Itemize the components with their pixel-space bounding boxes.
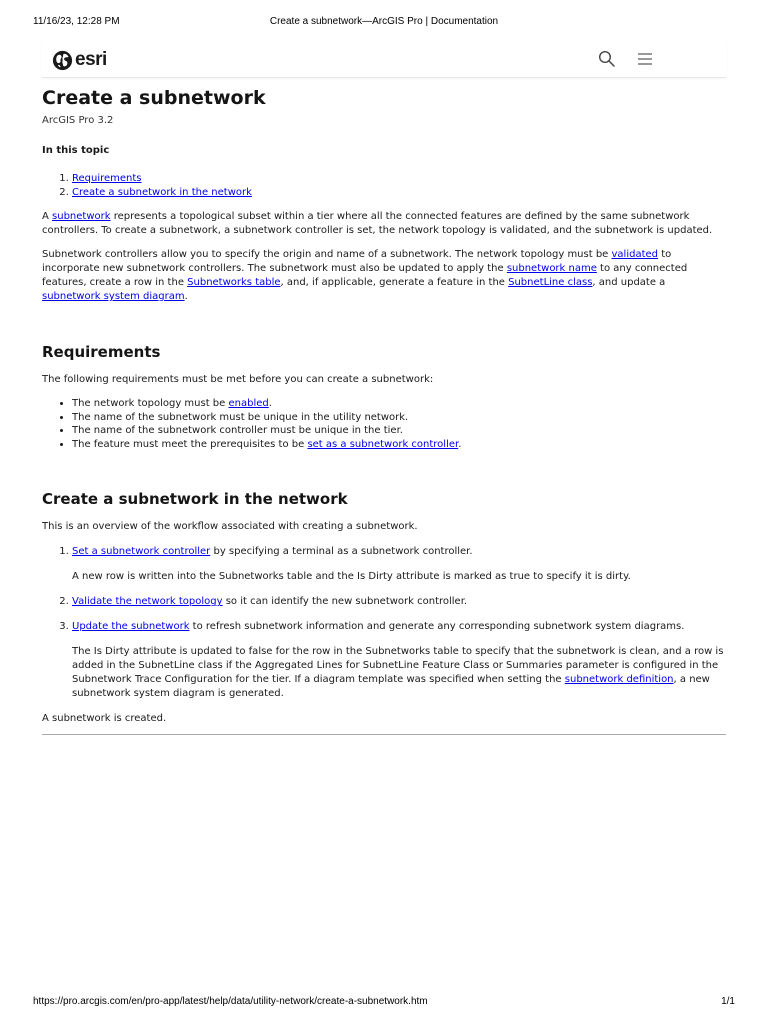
link-set-as-subnetwork-controller[interactable]: set as a subnetwork controller (307, 438, 459, 450)
print-page-title: Create a subnetwork—ArcGIS Pro | Documentation (269, 16, 499, 27)
print-header (0, 16, 768, 30)
intro-paragraph (42, 210, 726, 238)
in-this-topic-heading: In this topic (42, 145, 110, 156)
link-validated[interactable]: validated (611, 249, 659, 260)
menu-button[interactable] (636, 50, 654, 68)
print-url: https://pro.arcgis.com/en/pro-app/latest/help/data/utility-network/create-a-subnetwork.htm (33, 996, 428, 1007)
workflow-step (72, 545, 726, 584)
requirements-list (42, 397, 726, 451)
print-datetime: 11/16/23, 12:28 PM (33, 16, 120, 27)
step-note-text: , a new subnetwork system diagram is generated. (72, 674, 710, 700)
list-item: • The name of the subnetwork controller must be unique in the tier. (72, 424, 726, 438)
workflow-steps (42, 545, 726, 701)
esri-logo[interactable] (52, 49, 107, 71)
list-item (72, 438, 726, 452)
paragraph-text: , and, if applicable, generate a feature in the (280, 277, 509, 288)
search-icon (598, 50, 616, 68)
requirements-intro: The following requirements must be met before you can create a subnetwork: (42, 374, 434, 385)
list-item-text: The network topology must be (72, 398, 229, 409)
list-item-text: . (458, 438, 462, 450)
link-subnetworks-table[interactable]: Subnetworks table (187, 277, 281, 288)
step-note: A new row is written into the Subnetworks table and the Is Dirty attribute is marked as true to specify it is dirty. (72, 571, 631, 583)
link-update-subnetwork[interactable]: Update the subnetwork (72, 621, 190, 633)
print-footer (0, 996, 768, 1010)
list-item (72, 397, 726, 411)
step-text: so it can identify the new subnetwork controller. (222, 596, 468, 608)
requirements-heading: Requirements (42, 343, 161, 361)
globe-icon (52, 50, 73, 71)
search-button[interactable] (598, 50, 616, 68)
link-validate-network-topology[interactable]: Validate the network topology (72, 596, 223, 608)
paragraph-text: to any connected features, create a row in the (42, 263, 688, 288)
hamburger-menu-icon (636, 50, 654, 68)
article (42, 86, 726, 735)
list-item-text: The feature must meet the prerequisites to be (72, 438, 308, 450)
site-header (42, 41, 726, 78)
link-enabled[interactable]: enabled (228, 398, 269, 409)
toc-item (72, 186, 726, 200)
link-subnetwork-name[interactable]: subnetwork name (506, 263, 597, 274)
toc-link-requirements[interactable]: Requirements (72, 173, 142, 184)
link-subnetwork[interactable]: subnetwork (52, 211, 111, 222)
create-subnetwork-heading: Create a subnetwork in the network (42, 490, 348, 509)
step-note-text: The Is Dirty attribute is updated to false for the row in the Subnetworks table to specify that the subnetwork is clean, and a row is added in the SubnetLine class if the Aggregated Lines for SubnetLine Feature Class or Summaries parameter is configured in the Subnetwork Trace Configuration for the tier. If a diagram template was specified when setting the (72, 646, 724, 686)
workflow-step (72, 620, 726, 701)
workflow-step (72, 595, 726, 609)
paragraph-text: Subnetwork controllers allow you to specify the origin and name of a subnetwork. The network topology must be (42, 249, 612, 260)
paragraph-text: to incorporate new subnetwork controllers. The subnetwork must also be updated to apply the (42, 249, 672, 274)
toc-link-create-subnetwork[interactable]: Create a subnetwork in the network (72, 186, 252, 198)
link-subnetwork-system-diagram[interactable]: subnetwork system diagram (42, 291, 185, 302)
list-item: • The name of the subnetwork must be unique in the utility network. (72, 411, 726, 425)
toc-item (72, 172, 726, 186)
topic-toc (42, 172, 726, 199)
paragraph-text: , and update a (592, 277, 666, 288)
step-note (72, 645, 726, 701)
step-text: by specifying a terminal as a subnetwork controller. (210, 546, 473, 558)
intro-text: represents a topological subset within a tier where all the connected features are defined by the same subnetwork controllers. To create a subnetwork, a subnetwork controller is set, the network topology is validated, and the subnetwork is updated. (42, 211, 713, 236)
content-divider (42, 734, 726, 735)
result-text: A subnetwork is created. (42, 713, 167, 725)
link-set-subnetwork-controller[interactable]: Set a subnetwork controller (72, 546, 211, 558)
list-item-text: . (268, 398, 272, 409)
controllers-paragraph (42, 248, 726, 304)
logo-wordmark: esri (75, 49, 107, 70)
print-page-number: 1/1 (721, 996, 735, 1007)
paragraph-text: . (184, 291, 188, 302)
page-title: Create a subnetwork (42, 87, 266, 109)
step-text: to refresh subnetwork information and generate any corresponding subnetwork system diagrams. (189, 621, 685, 633)
link-subnetline-class[interactable]: SubnetLine class (508, 277, 593, 288)
link-subnetwork-definition[interactable]: subnetwork definition (564, 674, 674, 686)
workflow-intro: This is an overview of the workflow associated with creating a subnetwork. (42, 521, 418, 533)
intro-text: A (42, 211, 53, 222)
product-version: ArcGIS Pro 3.2 (42, 115, 114, 126)
